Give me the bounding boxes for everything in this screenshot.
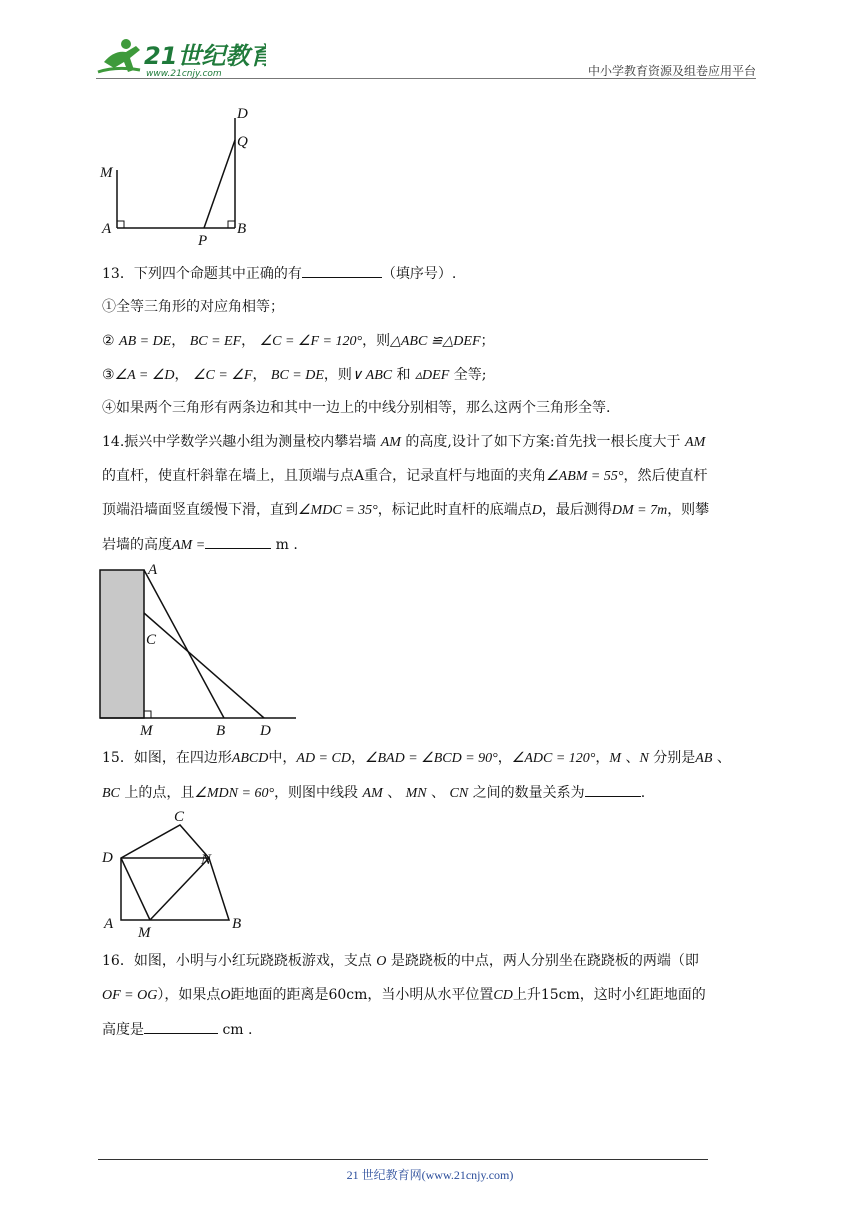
label-M: M xyxy=(138,925,151,941)
q15-line1: 15．如图，在四边形ABCD中，AD = CD，∠BAD = ∠BCD = 90°，∠ADC = 120°，M 、N 分别是AB 、 xyxy=(102,750,731,766)
label-A: A xyxy=(102,221,112,237)
q13-item4: ④如果两个三角形有两条边和其中一边上的中线分别相等，那么这两个三角形全等. xyxy=(102,400,611,416)
q14-line3: 顶端沿墙面竖直缓慢下滑，直到∠MDC = 35°，标记此时直杆的底端点D，最后测得DM = 7m，则攀 xyxy=(102,502,710,518)
label-P: P xyxy=(198,233,208,249)
q16-line2: OF = OG），如果点O距地面的距离是60cm，当小明从水平位置CD上升15cm，这时小红距地面的 xyxy=(102,987,706,1003)
q13-item3: ③∠A = ∠D， ∠C = ∠F， BC = DE，则∨ ABC 和 ▵DEF 全等; xyxy=(102,367,487,383)
answer-blank-q16 xyxy=(144,1019,218,1034)
answer-blank-q13 xyxy=(302,263,382,278)
q16-line1: 16．如图，小明与小红玩跷跷板游戏，支点 O 是跷跷板的中点，两人分别坐在跷跷板的两端（即 xyxy=(102,953,699,969)
q15-line2: BC 上的点，且∠MDN = 60°，则图中线段 AM 、 MN 、 CN 之间的数量关系为 . xyxy=(102,782,645,804)
footer-divider xyxy=(98,1159,708,1160)
figure-q14 xyxy=(96,560,300,740)
header-divider xyxy=(96,78,756,79)
header-platform-text: 中小学教育资源及组卷应用平台 xyxy=(587,64,756,78)
label-A: A xyxy=(148,562,158,578)
figure-q12 xyxy=(96,100,266,250)
q13-item1: ①全等三角形的对应角相等； xyxy=(102,299,284,315)
q13-item2: ② AB = DE， BC = EF， ∠C = ∠F = 120°，则△ABC ≌△DEF； xyxy=(102,333,495,349)
q14-line2: 的直杆，使直杆斜靠在墙上，且顶端与点A重合，记录直杆与地面的夹角∠ABM = 55°，然后使直杆 xyxy=(102,468,708,484)
label-C: C xyxy=(174,809,185,825)
label-D: D xyxy=(260,723,271,739)
footer-site-link[interactable]: 21 世纪教育网(www.21cnjy.com) xyxy=(346,1168,514,1182)
label-B: B xyxy=(237,221,247,237)
q13-stem: 13．下列四个命题其中正确的有 （填序号）. xyxy=(102,263,456,284)
label-A: A xyxy=(104,916,114,932)
label-B: B xyxy=(232,916,242,932)
label-M: M xyxy=(140,723,153,739)
logo-url: www.21cnjy.com xyxy=(146,69,222,79)
logo-runner-icon xyxy=(96,36,266,80)
label-D: D xyxy=(237,106,248,122)
label-N: N xyxy=(201,852,212,868)
label-D: D xyxy=(102,850,113,866)
logo-text: 21世纪教育 xyxy=(144,42,266,70)
label-Q: Q xyxy=(237,134,248,150)
answer-blank-q14 xyxy=(205,534,271,549)
site-logo xyxy=(96,36,266,80)
figure-q15 xyxy=(100,804,250,944)
label-B: B xyxy=(216,723,226,739)
q14-line1: 14.振兴中学数学兴趣小组为测量校内攀岩墙 AM 的高度,设计了如下方案:首先找一根长度大于 AM xyxy=(102,434,706,450)
answer-blank-q15 xyxy=(585,782,641,797)
label-M: M xyxy=(100,165,113,181)
label-C: C xyxy=(146,632,157,648)
q16-line3: 高度是 cm . xyxy=(102,1019,252,1040)
q14-line4: 岩墙的高度AM = m . xyxy=(102,534,298,556)
